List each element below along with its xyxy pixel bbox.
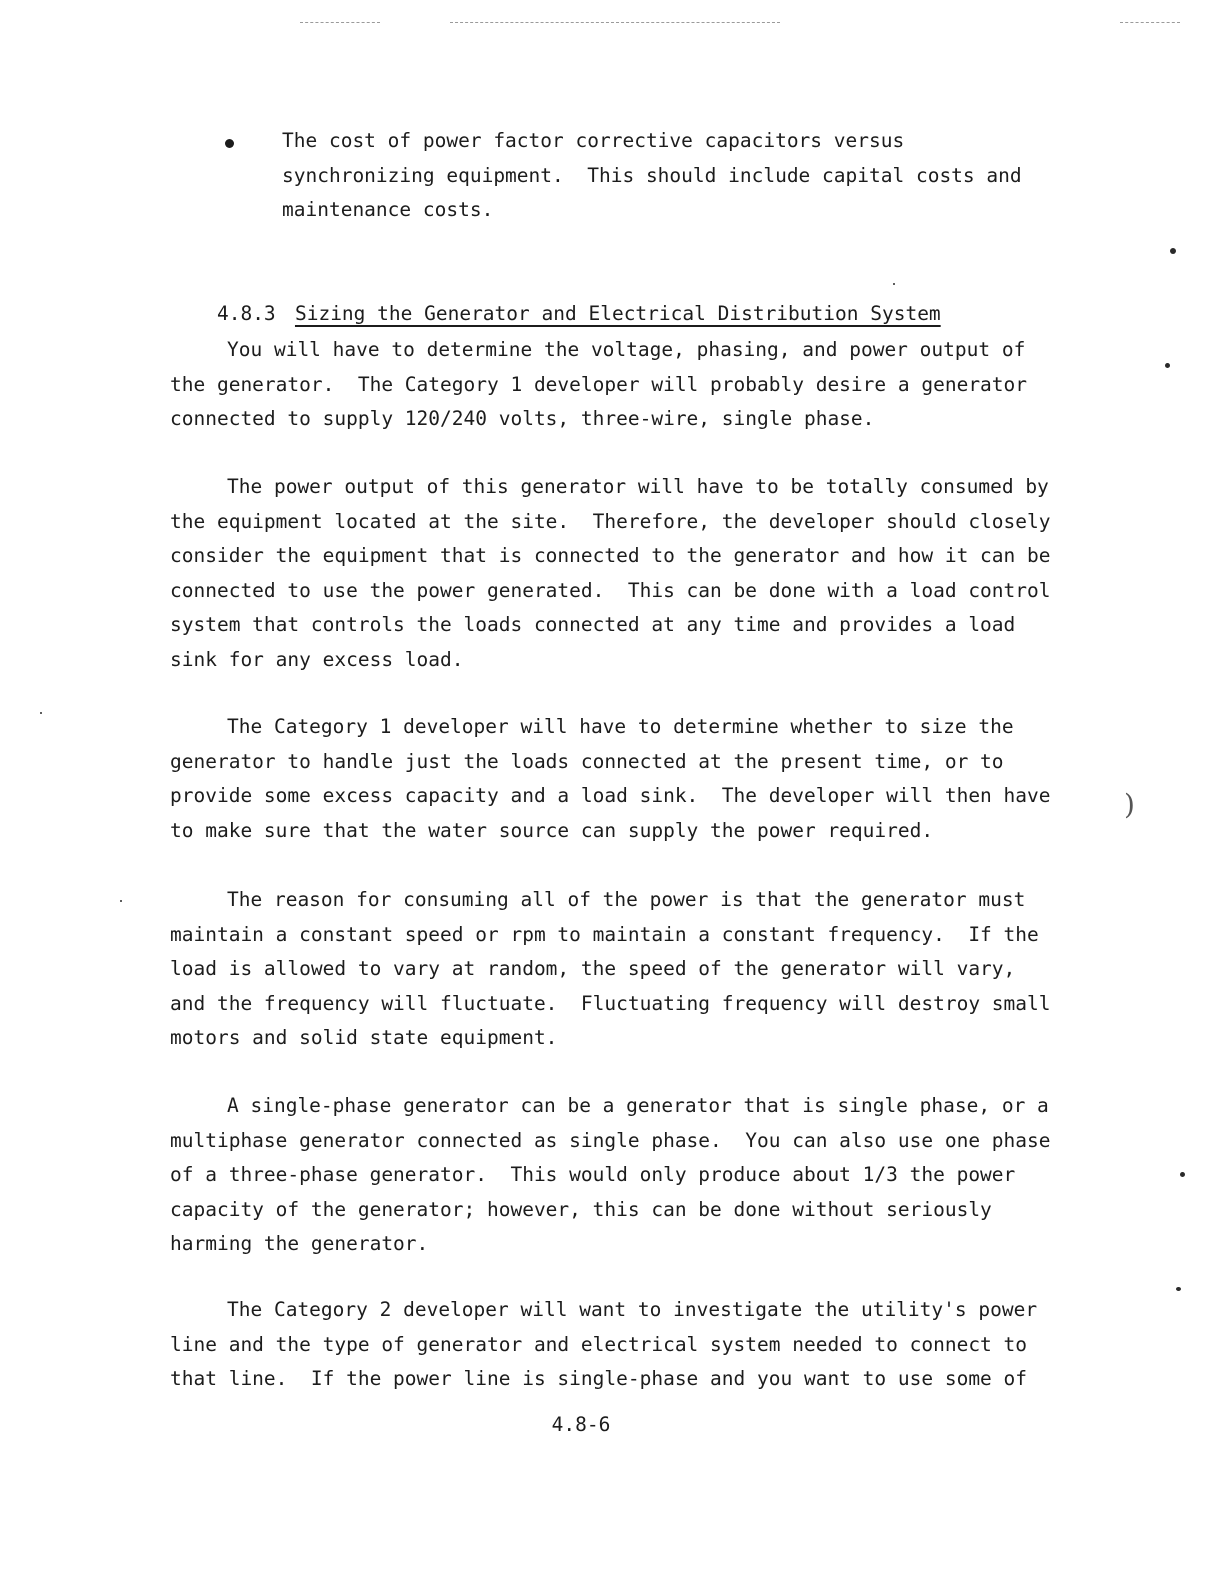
paragraph-line: that line. If the power line is single-phase and you want to use some of: [170, 1367, 1028, 1390]
scan-speck: [1176, 1287, 1181, 1291]
bullet-line: The cost of power factor corrective capacitors versus: [282, 129, 905, 152]
paragraph-line: connected to use the power generated. This can be done with a load control: [170, 578, 1051, 602]
paragraph-line: capacity of the generator; however, this can be done without seriously: [170, 1197, 992, 1221]
paragraph-line: to make sure that the water source can supply the power required.: [170, 818, 934, 842]
paragraph-line: of a three-phase generator. This would only produce about 1/3 the power: [170, 1163, 1016, 1186]
paragraph-line: generator to handle just the loads connected at the present time, or to: [170, 749, 1004, 773]
paragraph-line: harming the generator.: [170, 1232, 429, 1255]
paragraph: [170, 710, 1051, 848]
paragraph: [170, 1293, 1040, 1397]
page-number: 4.8-6: [551, 1413, 611, 1436]
scan-speck: [120, 900, 122, 902]
paragraph-line: You will have to determine the voltage, phasing, and power output of: [227, 338, 1026, 361]
paragraph-line: maintain a constant speed or rpm to maintain a constant frequency. If the: [170, 922, 1039, 946]
bullet-item: [282, 124, 1042, 228]
paragraph-line: The power output of this generator will have to be totally consumed by: [227, 475, 1049, 498]
paragraph-line: the equipment located at the site. Therefore, the developer should closely: [170, 509, 1051, 533]
paragraph-line: The Category 1 developer will have to determine whether to size the: [227, 715, 1014, 738]
paragraph-line: the generator. The Category 1 developer will probably desire a generator: [170, 372, 1028, 396]
paragraph-line: connected to supply 120/240 volts, three-wire, single phase.: [170, 407, 875, 430]
paragraph: [170, 1089, 1051, 1262]
scan-artifact-top: [450, 22, 780, 25]
paragraph-line: provide some excess capacity and a load sink. The developer will then have: [170, 784, 1051, 807]
scan-speck: [40, 712, 42, 714]
paragraph-line: A single-phase generator can be a generator that is single phase, or a: [227, 1094, 1049, 1117]
section-title: Sizing the Generator and Electrical Distribution System: [294, 301, 941, 325]
paragraph: [170, 883, 1051, 1056]
paragraph-line: The reason for consuming all of the power is that the generator must: [227, 888, 1026, 911]
paragraph-line: load is allowed to vary at random, the speed of the generator will vary,: [170, 957, 1016, 980]
paragraph-line: The Category 2 developer will want to investigate the utility's power: [227, 1298, 1038, 1321]
paragraph: [170, 333, 1040, 437]
bullet-line: maintenance costs.: [282, 198, 494, 221]
scan-artifact-top: [300, 22, 380, 25]
scan-speck: [1180, 1172, 1185, 1177]
section-number: 4.8.3: [216, 301, 276, 325]
scan-speck: [893, 283, 895, 285]
paragraph-line: sink for any excess load.: [170, 647, 464, 671]
paragraph-line: motors and solid state equipment.: [170, 1026, 558, 1049]
scan-mark-paren-icon: ): [1124, 788, 1135, 821]
paragraph-line: and the frequency will fluctuate. Fluctuating frequency will destroy small: [170, 991, 1051, 1015]
paragraph-line: multiphase generator connected as single phase. You can also use one phase: [170, 1128, 1051, 1152]
bullet-icon: [225, 139, 234, 148]
page-footer: [0, 1408, 1214, 1443]
scan-speck: [1170, 248, 1176, 254]
bullet-line: synchronizing equipment. This should include capital costs and: [282, 163, 1022, 187]
paragraph: [170, 470, 1051, 677]
paragraph-line: line and the type of generator and electrical system needed to connect to: [170, 1332, 1028, 1356]
paragraph-line: consider the equipment that is connected to the generator and how it can be: [170, 544, 1051, 567]
scan-artifact-top: [1120, 22, 1180, 25]
paragraph-line: system that controls the loads connected at any time and provides a load: [170, 613, 1016, 636]
scan-speck: [1165, 363, 1170, 368]
